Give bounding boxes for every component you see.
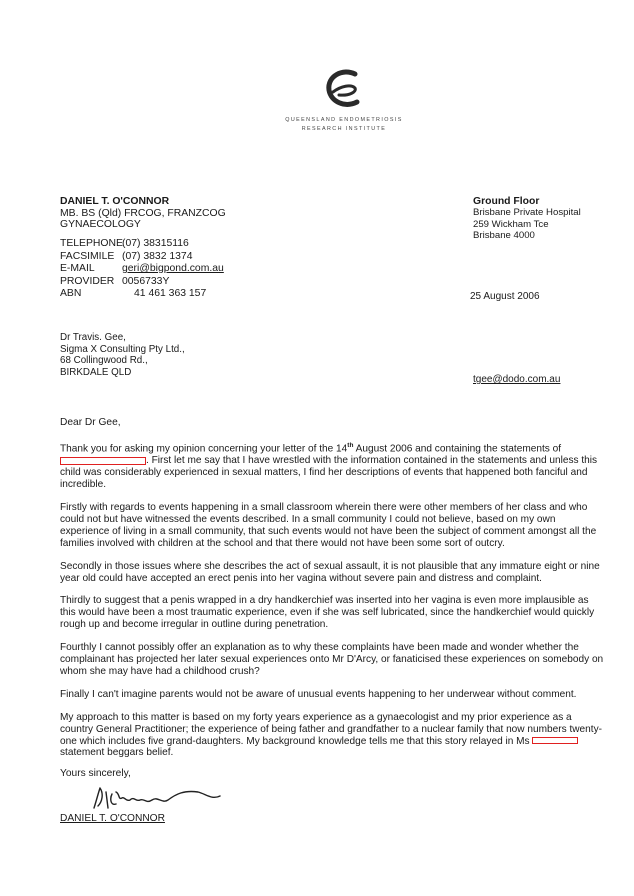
superscript: th [347,442,354,449]
recipient-line-4: BIRKDALE QLD [60,366,132,378]
closing: Yours sincerely, [60,768,131,779]
recipient-line-1: Dr Travis. Gee, [60,332,126,343]
contact-row-abn [60,288,224,301]
contact-row-email [60,263,224,276]
address-line-3: 259 Wickham Tce [473,218,549,230]
letter-body [60,440,606,770]
sender-qualifications: MB. BS (Qld) FRCOG, FRANZCOG [60,207,226,219]
contact-label: PROVIDER [60,275,115,287]
recipient-block [60,332,185,378]
contact-label: E-MAIL [60,263,95,275]
sender-name: DANIEL T. O'CONNOR [60,196,170,207]
contact-row-facsimile [60,251,224,264]
contact-value: 0056733Y [122,275,170,287]
paragraph-text: statement beggars belief. [60,747,174,759]
address-line-1: Ground Floor [473,196,540,207]
address-line-2: Brisbane Private Hospital [473,207,581,219]
paragraph-4: Thirdly to suggest that a penis wrapped in a dry handkerchief was inserted into her vagina is even more implausible as this would have been a most traumatic experience, even if she was self lubricated, since the handkerchief would quickly rough up and become irregular in outline during penetration. [60,595,595,631]
logo-text-line-2: RESEARCH INSTITUTE [301,126,387,132]
paragraph-text: . First let me say that I have wrestled with the information contained in the statements and unless this child was considerably experienced in sexual matters, I find her descriptions of events that happened both fanciful and incredible. [60,455,598,491]
contact-value: 41 461 363 157 [134,288,207,300]
redaction-box [532,737,578,744]
paragraph-6: Finally I can't imagine parents would not be aware of unusual events happening to her underwear without comment. [60,688,577,700]
recipient-email-link[interactable]: tgee@dodo.com.au [473,374,561,385]
recipient-line-3: 68 Collingwood Rd., [60,355,148,367]
salutation: Dear Dr Gee, [60,417,121,428]
sender-specialty: GYNAECOLOGY [60,219,141,231]
contact-row-telephone [60,238,224,251]
sender-email-link[interactable]: geri@bigpond.com.au [122,263,224,275]
letter-date: 25 August 2006 [470,291,540,302]
sender-block [60,196,226,231]
paragraph-2: Firstly with regards to events happening in a small classroom wherein there were other members of her class and who could not but have witnessed the events described. In a small community I could not believe, based on my own experience of living in a small community, that such events would not have been the subject of comment amongst all the families involved with children at the school and that there would not have been some sort of outcry. [60,501,597,549]
office-address [473,196,581,242]
contact-value: (07) 38315116 [122,238,189,249]
institute-logo [282,68,406,132]
paragraph-5: Fourthly I cannot possibly offer an explanation as to why these complaints have been made and wonder whether the complainant has projected her later sexual experiences onto Mr D'Arcy, or fanaticised these experiences on somebody on whom she may have had a childhood crush? [60,642,604,677]
paragraph-7 [60,712,606,760]
contact-label: FACSIMILE [60,250,115,262]
paragraph-text: August 2006 and containing the statements of [353,443,562,455]
contact-label: TELEPHONE [60,238,123,249]
redaction-box [60,457,146,465]
logo-text-line-1: QUEENSLAND ENDOMETRIOSIS [285,117,403,123]
recipient-line-2: Sigma X Consulting Pty Ltd., [60,343,185,355]
paragraph-text: Thank you for asking my opinion concerning your letter of the 14 [60,443,348,455]
contact-value: (07) 3832 1374 [122,250,193,262]
institute-logo-icon [319,68,369,114]
contact-details [60,238,224,301]
address-line-4: Brisbane 4000 [473,230,535,242]
signature-icon [88,780,238,814]
paragraph-1 [60,440,606,491]
paragraph-3: Secondly in those issues where she describes the act of sexual assault, it is not plausible that any immature eight or nine year old could have accepted an erect penis into her vagina without severe pain and distress and complaint. [60,560,600,584]
signed-name: DANIEL T. O'CONNOR [60,813,165,824]
contact-row-provider [60,276,224,289]
contact-label: ABN [60,288,82,300]
paragraph-text: My approach to this matter is based on my forty years experience as a gynaecologist and my prior experience as a country General Practitioner; the experience of being father and grandfather to a nuclear family that now numbers twenty-one which includes five grand-daughters. My background knowledge tells me that this story relayed in Ms [60,711,602,747]
